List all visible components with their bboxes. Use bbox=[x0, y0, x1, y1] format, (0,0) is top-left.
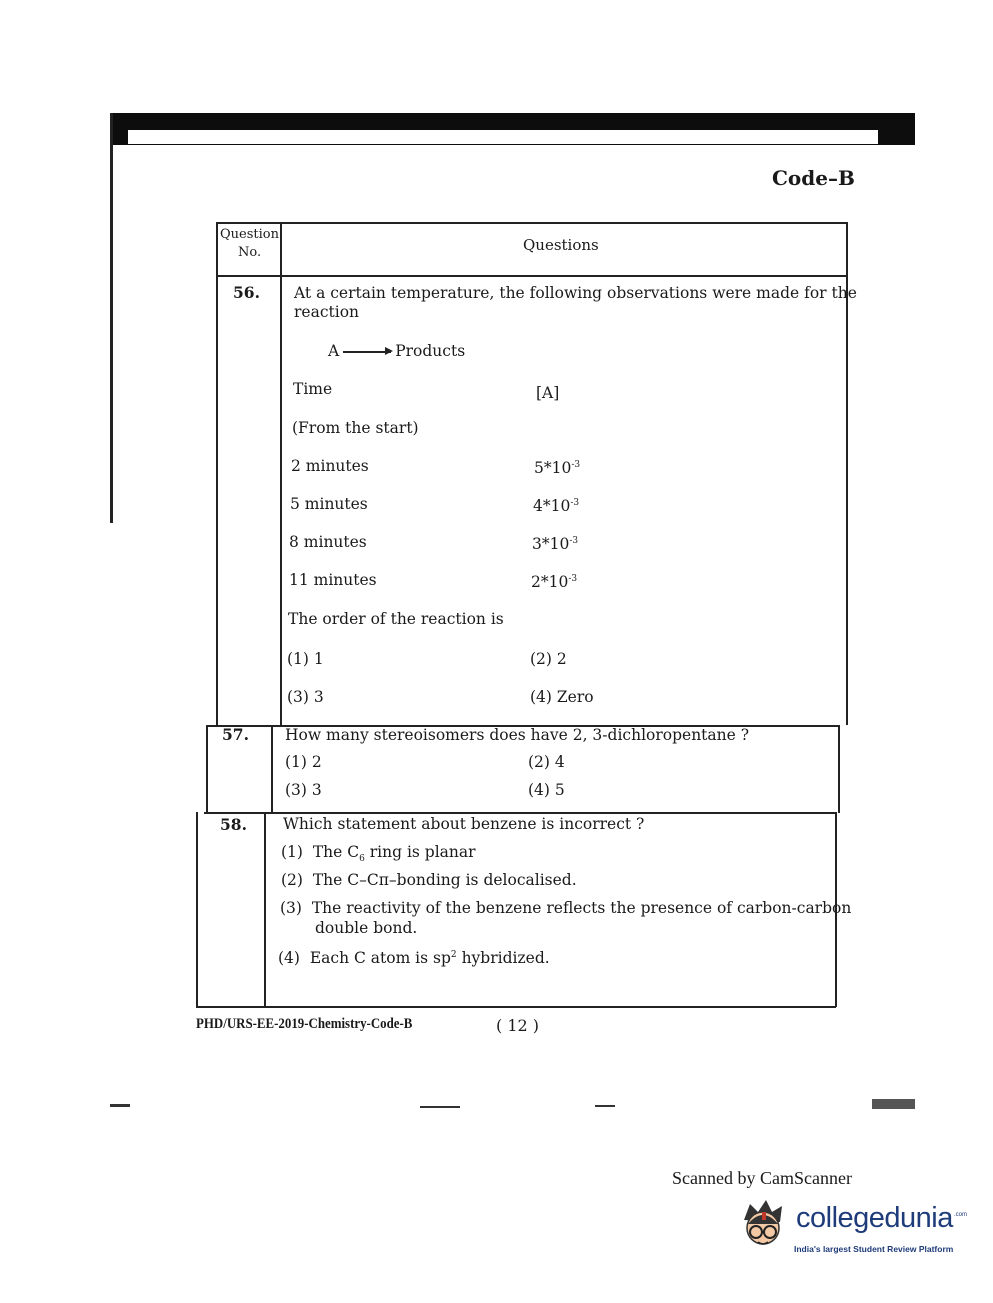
header-questions-label: Questions bbox=[523, 236, 599, 254]
question-table bbox=[196, 222, 857, 1008]
q56-option-1: (1) 1 bbox=[287, 650, 324, 668]
q58-option-3-cont: double bond. bbox=[315, 919, 418, 937]
q56-prompt: The order of the reaction is bbox=[288, 610, 504, 628]
scanned-by-text: Scanned by CamScanner bbox=[672, 1168, 852, 1188]
q57-number: 57. bbox=[222, 725, 249, 744]
scan-border-gap bbox=[128, 130, 878, 144]
q58-option-1: (1) The $C_6$ ring is planar bbox=[281, 843, 476, 865]
concentration-value: $4*10^{-3}$ bbox=[533, 497, 580, 515]
q56-option-4: (4) Zero bbox=[530, 688, 594, 706]
q58-text: Which statement about benzene is incorrect ? bbox=[283, 815, 645, 833]
header-question-label: Question bbox=[220, 227, 279, 242]
concentration-value: $2*10^{-3}$ bbox=[531, 573, 578, 591]
q57-option-1: (1) 2 bbox=[285, 753, 322, 771]
concentration-value: $3*10^{-3}$ bbox=[532, 535, 579, 553]
brand-suffix: .com bbox=[954, 1212, 968, 1218]
concentration-header: [A] bbox=[536, 384, 560, 402]
scan-mark bbox=[595, 1105, 615, 1107]
footer-paper-code: PHD/URS-EE-2019-Chemistry-Code-B bbox=[196, 1016, 413, 1032]
q58-option-3: (3) The reactivity of the benzene reflects the presence of carbon-carbon bbox=[280, 899, 852, 917]
q56-text-line1: At a certain temperature, the following observations were made for the bbox=[294, 284, 857, 302]
paper-code: Code–B bbox=[772, 166, 855, 190]
q58-option-4: (4) Each C atom is $sp^2$ hybridized. bbox=[278, 949, 550, 967]
q57-text: How many stereoisomers does have 2, 3-dichloropentane ? bbox=[285, 726, 750, 744]
scan-mark bbox=[110, 1104, 130, 1107]
reaction-arrow-icon bbox=[343, 351, 391, 353]
reactant-label: A bbox=[328, 342, 340, 360]
brand-tagline: India's largest Student Review Platform bbox=[794, 1244, 954, 1254]
q58-option-2: (2) The C–Cπ–bonding is delocalised. bbox=[281, 871, 577, 889]
time-value: 2 minutes bbox=[291, 457, 369, 475]
q56-option-2: (2) 2 bbox=[530, 650, 567, 668]
time-subheader: (From the start) bbox=[292, 419, 419, 437]
q56-text-line2: reaction bbox=[294, 303, 360, 321]
q57-option-2: (2) 4 bbox=[528, 753, 565, 771]
page-number: ( 12 ) bbox=[496, 1016, 540, 1035]
product-label: Products bbox=[395, 342, 466, 360]
concentration-value: $5*10^{-3}$ bbox=[534, 459, 581, 477]
q58-number: 58. bbox=[220, 815, 247, 834]
q56-number: 56. bbox=[233, 283, 260, 302]
mascot-icon bbox=[736, 1198, 792, 1260]
scan-mark bbox=[420, 1106, 460, 1108]
collegedunia-logo bbox=[736, 1198, 966, 1268]
time-value: 11 minutes bbox=[289, 571, 377, 589]
brand-name: collegedunia bbox=[796, 1202, 953, 1234]
time-header: Time bbox=[293, 380, 333, 398]
header-no-label: No. bbox=[238, 245, 262, 260]
q56-option-3: (3) 3 bbox=[287, 688, 324, 706]
time-value: 5 minutes bbox=[290, 495, 368, 513]
q56-reaction bbox=[328, 342, 465, 360]
time-value: 8 minutes bbox=[289, 533, 367, 551]
scan-mark bbox=[872, 1099, 915, 1109]
q57-option-3: (3) 3 bbox=[285, 781, 322, 799]
scan-left-border bbox=[110, 113, 113, 523]
q57-option-4: (4) 5 bbox=[528, 781, 565, 799]
